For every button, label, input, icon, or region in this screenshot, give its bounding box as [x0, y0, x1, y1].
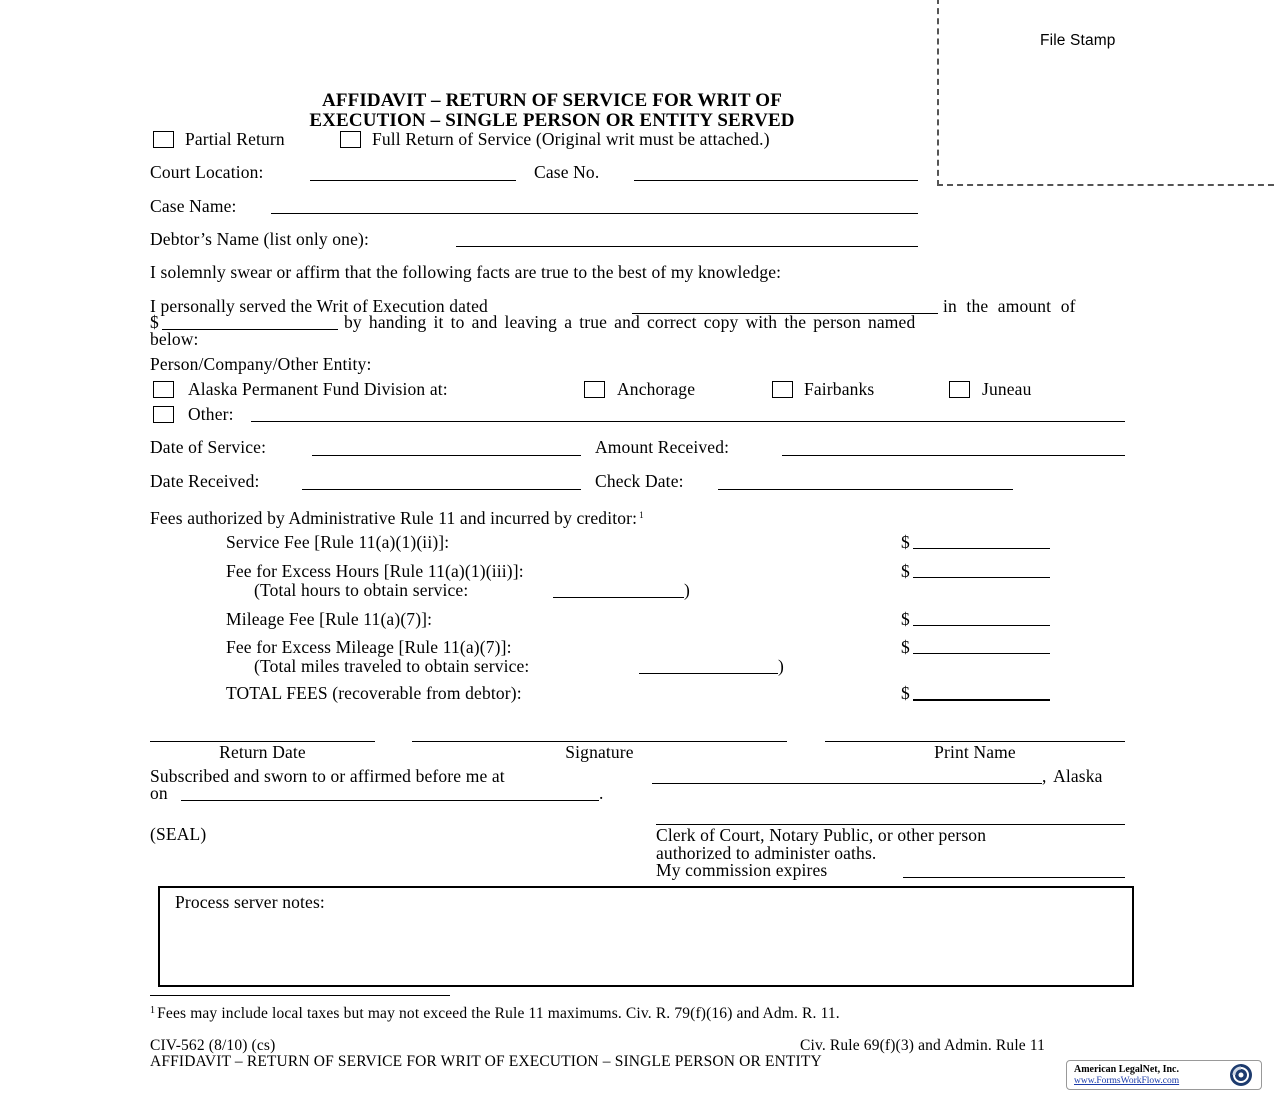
service-dollar: $	[150, 312, 159, 332]
mileage-fee-field[interactable]	[913, 625, 1050, 626]
other-label: Other:	[188, 404, 234, 424]
pfd-label: Alaska Permanent Fund Division at:	[188, 379, 448, 399]
service-fee-field[interactable]	[913, 548, 1050, 549]
amount-received-field[interactable]	[782, 455, 1125, 456]
total-fees-dollar: $	[901, 683, 910, 703]
service-text-b: in the amount of	[943, 296, 1076, 316]
court-location-label: Court Location:	[150, 162, 264, 182]
clerk-line3: My commission expires	[656, 860, 828, 880]
fees-header-text: Fees authorized by Administrative Rule 11 and incurred by creditor:	[150, 508, 638, 528]
footnote-text: Fees may include local taxes but may not exceed the Rule 11 maximums. Civ. R. 79(f)(16) and Adm. R. 11.	[157, 1005, 840, 1022]
full-return-checkbox[interactable]	[340, 131, 361, 148]
footnote-rule	[150, 995, 450, 996]
subscribed-alaska: , Alaska	[1042, 766, 1103, 786]
partial-return-label: Partial Return	[185, 129, 285, 149]
form-number: CIV-562 (8/10) (cs)	[150, 1037, 276, 1054]
service-fee-dollar: $	[901, 532, 910, 552]
case-name-label: Case Name:	[150, 196, 237, 216]
anchorage-checkbox[interactable]	[584, 381, 605, 398]
legalnet-badge[interactable]	[1066, 1060, 1262, 1090]
footer-title: AFFIDAVIT – RETURN OF SERVICE FOR WRIT OF EXECUTION – SINGLE PERSON OR ENTITY	[150, 1053, 822, 1070]
file-stamp-box	[937, 0, 1275, 186]
anchorage-label: Anchorage	[617, 379, 696, 399]
juneau-checkbox[interactable]	[949, 381, 970, 398]
check-date-label: Check Date:	[595, 471, 684, 491]
fees-footnote-mark: 1	[639, 510, 644, 520]
entity-label: Person/Company/Other Entity:	[150, 354, 372, 374]
globe-icon	[1225, 1062, 1255, 1088]
footnote-mark: 1	[150, 1005, 156, 1016]
signature-caption: Signature	[565, 742, 634, 762]
process-server-notes-label: Process server notes:	[175, 892, 325, 912]
court-location-field[interactable]	[310, 180, 516, 181]
other-checkbox[interactable]	[153, 406, 174, 423]
mileage-fee-dollar: $	[901, 609, 910, 629]
subscribed-period: .	[599, 783, 604, 803]
service-fee-label: Service Fee [Rule 11(a)(1)(ii)]:	[226, 532, 450, 552]
subscribed-on: on	[150, 783, 168, 803]
excess-mileage-field[interactable]	[913, 653, 1050, 654]
oath-statement: I solemnly swear or affirm that the following facts are true to the best of my knowledge:	[150, 262, 782, 282]
subscribed-location-field[interactable]	[652, 783, 1042, 784]
case-name-field[interactable]	[271, 213, 918, 214]
total-miles-field[interactable]	[639, 673, 778, 674]
clerk-line2: authorized to administer oaths.	[656, 843, 877, 863]
date-of-service-label: Date of Service:	[150, 437, 267, 457]
mileage-fee-label: Mileage Fee [Rule 11(a)(7)]:	[226, 609, 433, 629]
clerk-line1: Clerk of Court, Notary Public, or other person	[656, 825, 987, 845]
print-name-caption: Print Name	[934, 742, 1016, 762]
excess-mileage-dollar: $	[901, 637, 910, 657]
total-hours-close: )	[684, 580, 690, 600]
debtor-name-label: Debtor’s Name (list only one):	[150, 229, 369, 249]
juneau-label: Juneau	[982, 379, 1032, 399]
full-return-label: Full Return of Service (Original writ must be attached.)	[372, 129, 770, 149]
total-hours-label: (Total hours to obtain service:	[254, 580, 469, 600]
excess-hours-label: Fee for Excess Hours [Rule 11(a)(1)(iii)]:	[226, 561, 524, 581]
excess-hours-field[interactable]	[913, 577, 1050, 578]
case-no-field[interactable]	[634, 180, 918, 181]
seal-label: (SEAL)	[150, 824, 207, 844]
file-stamp-label: File Stamp	[1040, 32, 1116, 49]
fairbanks-checkbox[interactable]	[772, 381, 793, 398]
total-miles-label: (Total miles traveled to obtain service:	[254, 656, 530, 676]
fees-header	[150, 505, 644, 528]
footer-rules: Civ. Rule 69(f)(3) and Admin. Rule 11	[800, 1037, 1046, 1054]
amount-received-label: Amount Received:	[595, 437, 730, 457]
total-fees-field[interactable]	[913, 699, 1050, 701]
other-field[interactable]	[251, 421, 1125, 422]
badge-name: American LegalNet, Inc.	[1074, 1064, 1179, 1075]
service-text-d: by handing it to and leaving a true and correct copy with the person named	[344, 312, 916, 332]
partial-return-checkbox[interactable]	[153, 131, 174, 148]
badge-url[interactable]: www.FormsWorkFlow.com	[1074, 1076, 1180, 1086]
form-title-line1: AFFIDAVIT – RETURN OF SERVICE FOR WRIT OF	[322, 90, 782, 111]
form-title-line2: EXECUTION – SINGLE PERSON OR ENTITY SERVED	[309, 110, 795, 131]
return-date-caption: Return Date	[219, 742, 306, 762]
fairbanks-label: Fairbanks	[804, 379, 875, 399]
total-hours-field[interactable]	[553, 597, 684, 598]
total-fees-label: TOTAL FEES (recoverable from debtor):	[226, 683, 522, 703]
service-text-e: below:	[150, 329, 199, 349]
excess-mileage-label: Fee for Excess Mileage [Rule 11(a)(7)]:	[226, 637, 512, 657]
subscribed-text: Subscribed and sworn to or affirmed before me at	[150, 766, 505, 786]
footnote	[150, 1001, 840, 1024]
date-received-field[interactable]	[302, 489, 581, 490]
subscribed-date-field[interactable]	[181, 800, 599, 801]
date-received-label: Date Received:	[150, 471, 260, 491]
date-of-service-field[interactable]	[312, 455, 581, 456]
debtor-name-field[interactable]	[456, 246, 918, 247]
pfd-checkbox[interactable]	[153, 381, 174, 398]
service-text-a: I personally served the Writ of Execution dated	[150, 296, 488, 316]
case-no-label: Case No.	[534, 162, 600, 182]
check-date-field[interactable]	[718, 489, 1013, 490]
excess-hours-dollar: $	[901, 561, 910, 581]
commission-expires-field[interactable]	[903, 877, 1125, 878]
total-miles-close: )	[778, 656, 784, 676]
